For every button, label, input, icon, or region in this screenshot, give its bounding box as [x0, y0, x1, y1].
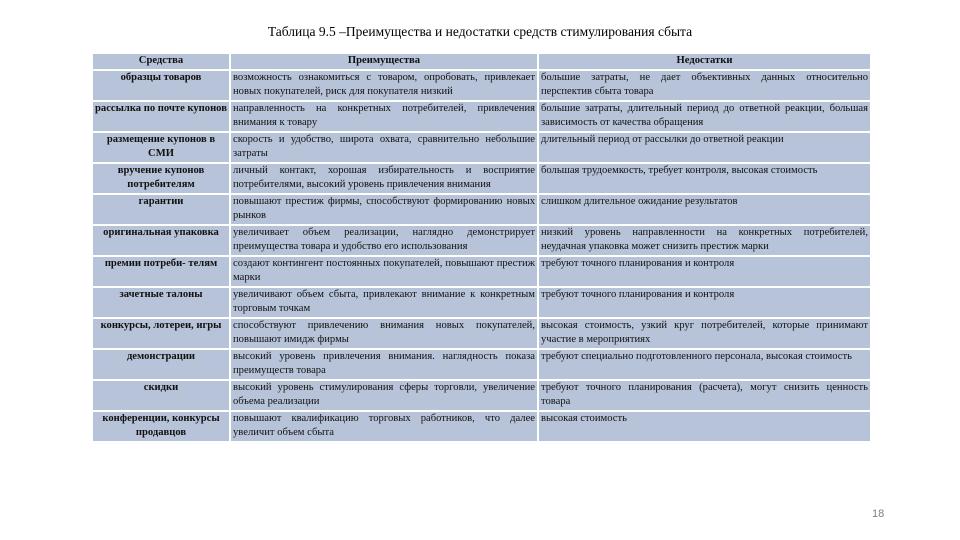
cell-disadvantages: высокая стоимость	[539, 412, 870, 441]
cell-disadvantages: слишком длительное ожидание результатов	[539, 195, 870, 224]
cell-means: размещение купонов в СМИ	[93, 133, 229, 162]
cell-disadvantages: высокая стоимость, узкий круг потребителей, которые принимают участие в мероприятиях	[539, 319, 870, 348]
cell-disadvantages: требуют точного планирования (расчета), могут снизить ценность товара	[539, 381, 870, 410]
cell-advantages: повышают квалификацию торговых работников, что далее увеличит объем сбыта	[231, 412, 537, 441]
cell-disadvantages: требуют точного планирования и контроля	[539, 257, 870, 286]
cell-advantages: увеличивает объем реализации, наглядно демонстрирует преимущества товара и удобство его использования	[231, 226, 537, 255]
cell-disadvantages: большие затраты, не дает объективных данных относительно перспектив сбыта товара	[539, 71, 870, 100]
cell-disadvantages: большая трудоемкость, требует контроля, высокая стоимость	[539, 164, 870, 193]
header-advantages: Преимущества	[231, 54, 537, 69]
table-header-row	[93, 54, 870, 69]
cell-means: премии потреби- телям	[93, 257, 229, 286]
cell-means: рассылка по почте купонов	[93, 102, 229, 131]
table-row	[93, 164, 870, 193]
cell-means: конференции, конкурсы продавцов	[93, 412, 229, 441]
cell-means: гарантии	[93, 195, 229, 224]
cell-means: образцы товаров	[93, 71, 229, 100]
table-row	[93, 381, 870, 410]
cell-means: скидки	[93, 381, 229, 410]
table-row	[93, 319, 870, 348]
page-title: Таблица 9.5 –Преимущества и недостатки средств стимулирования сбыта	[267, 24, 693, 39]
cell-means: зачетные талоны	[93, 288, 229, 317]
table-row	[93, 350, 870, 379]
table-row	[93, 257, 870, 286]
cell-advantages: скорость и удобство, широта охвата, сравнительно небольшие затраты	[231, 133, 537, 162]
cell-advantages: увеличивают объем сбыта, привлекают внимание к конкретным торговым точкам	[231, 288, 537, 317]
table-row	[93, 195, 870, 224]
cell-means: демонстрации	[93, 350, 229, 379]
header-means: Средства	[93, 54, 229, 69]
table-row	[93, 226, 870, 255]
page-number: 18	[872, 508, 885, 520]
cell-advantages: личный контакт, хорошая избирательность и восприятие потребителями, высокий уровень привлечения внимания	[231, 164, 537, 193]
table-row	[93, 133, 870, 162]
table-row	[93, 102, 870, 131]
table-row	[93, 412, 870, 441]
table-row	[93, 288, 870, 317]
cell-disadvantages: длительный период от рассылки до ответной реакции	[539, 133, 870, 162]
cell-advantages: создают контингент постоянных покупателей, повышают престиж марки	[231, 257, 537, 286]
table-row	[93, 71, 870, 100]
header-disadvantages: Недостатки	[539, 54, 870, 69]
cell-advantages: способствуют привлечению внимания новых покупателей, повышают имидж фирмы	[231, 319, 537, 348]
cell-disadvantages: требуют специально подготовленного персонала, высокая стоимость	[539, 350, 870, 379]
comparison-table	[91, 52, 872, 443]
cell-disadvantages: низкий уровень направленности на конкретных потребителей, неудачная упаковка может снизить престиж марки	[539, 226, 870, 255]
cell-disadvantages: требуют точного планирования и контроля	[539, 288, 870, 317]
cell-disadvantages: большие затраты, длительный период до ответной реакции, большая зависимость от качества обращения	[539, 102, 870, 131]
cell-advantages: высокий уровень стимулирования сферы торговли, увеличение объема реализации	[231, 381, 537, 410]
cell-means: конкурсы, лотереи, игры	[93, 319, 229, 348]
cell-advantages: высокий уровень привлечения внимания. наглядность показа преимуществ товара	[231, 350, 537, 379]
cell-advantages: возможность ознакомиться с товаром, опробовать, привлекает новых покупателей, риск для покупателя низкий	[231, 71, 537, 100]
cell-advantages: направленность на конкретных потребителей, привлечения внимания к товару	[231, 102, 537, 131]
cell-advantages: повышают престиж фирмы, способствуют формированию новых рынков	[231, 195, 537, 224]
cell-means: оригинальная упаковка	[93, 226, 229, 255]
cell-means: вручение купонов потребителям	[93, 164, 229, 193]
